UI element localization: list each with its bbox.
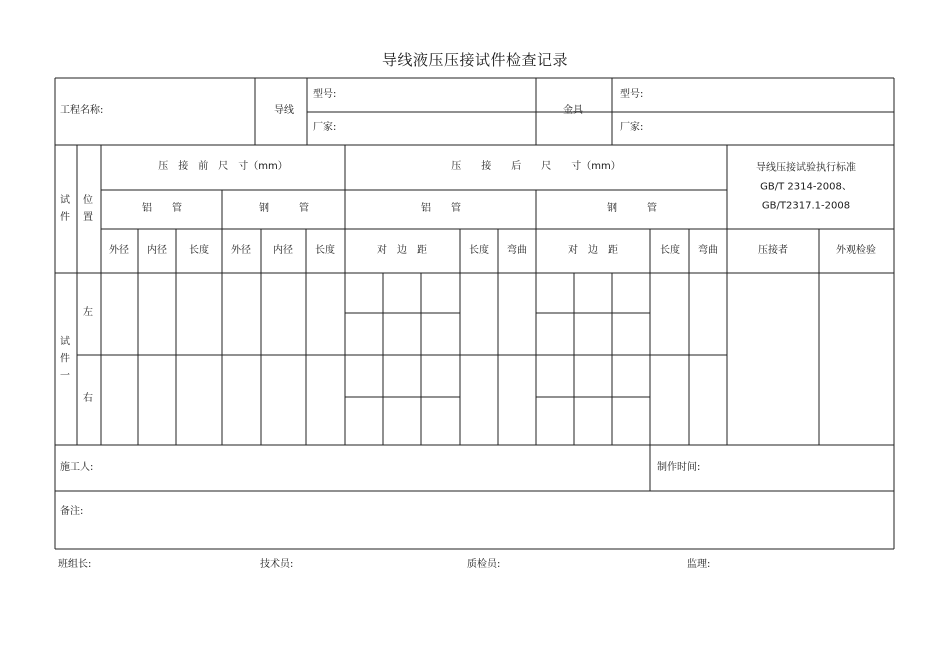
team-leader-signature: 班组长: [58, 559, 92, 570]
made-time-label: 制作时间: [657, 462, 701, 473]
before-steel-outer-diameter: 外径 [231, 245, 251, 256]
before-size-header: 压 接 前 尺 寸（mm） [158, 161, 288, 172]
visual-check-header: 外观检验 [836, 245, 876, 256]
specimen-header: 试件 [60, 195, 70, 223]
standard-line-1: 导线压接试验执行标准 [756, 162, 856, 174]
supervisor-signature: 监理: [687, 559, 711, 570]
specimen-one-label: 试件一 [60, 336, 70, 382]
after-aluminum-tube-header: 铝 管 [421, 203, 461, 214]
before-al-outer-diameter: 外径 [109, 245, 129, 256]
after-steel-length: 长度 [660, 245, 680, 256]
before-aluminum-tube-header: 铝 管 [142, 203, 182, 214]
after-steel-bend: 弯曲 [698, 245, 718, 256]
after-al-length: 长度 [469, 245, 489, 256]
conductor-model-label: 型号: [313, 89, 337, 100]
before-steel-tube-header: 钢 管 [259, 203, 309, 214]
fitting-model-label: 型号: [620, 89, 644, 100]
after-steel-tube-header: 钢 管 [607, 203, 657, 214]
project-name-label: 工程名称: [60, 105, 104, 116]
after-size-header: 压 接 后 尺 寸（mm） [451, 161, 621, 172]
before-steel-inner-diameter: 内径 [273, 245, 293, 256]
fitting-manufacturer-label: 厂家: [620, 122, 644, 133]
standard-line-3: GB/T2317.1-2008 [761, 200, 851, 212]
conductor-label: 导线 [274, 105, 294, 116]
inspector-signature: 质检员: [467, 559, 501, 570]
position-header: 位置 [83, 195, 93, 223]
before-al-inner-diameter: 内径 [147, 245, 167, 256]
before-al-length: 长度 [189, 245, 209, 256]
technician-signature: 技术员: [260, 559, 294, 570]
remarks-label: 备注: [60, 506, 84, 517]
right-row-label: 右 [83, 393, 93, 404]
after-al-flat-distance: 对 边 距 [377, 245, 427, 256]
before-steel-length: 长度 [315, 245, 335, 256]
left-row-label: 左 [83, 307, 93, 318]
standard-line-2: GB/T 2314-2008、 [760, 181, 852, 193]
standard-cell [756, 159, 856, 216]
fitting-label: 金具 [563, 105, 583, 116]
page-title: 导线液压压接试件检查记录 [381, 51, 568, 69]
after-steel-flat-distance: 对 边 距 [568, 245, 618, 256]
worker-label: 施工人: [60, 462, 94, 473]
conductor-manufacturer-label: 厂家: [313, 122, 337, 133]
after-al-bend: 弯曲 [507, 245, 527, 256]
presser-header: 压接者 [758, 245, 788, 256]
